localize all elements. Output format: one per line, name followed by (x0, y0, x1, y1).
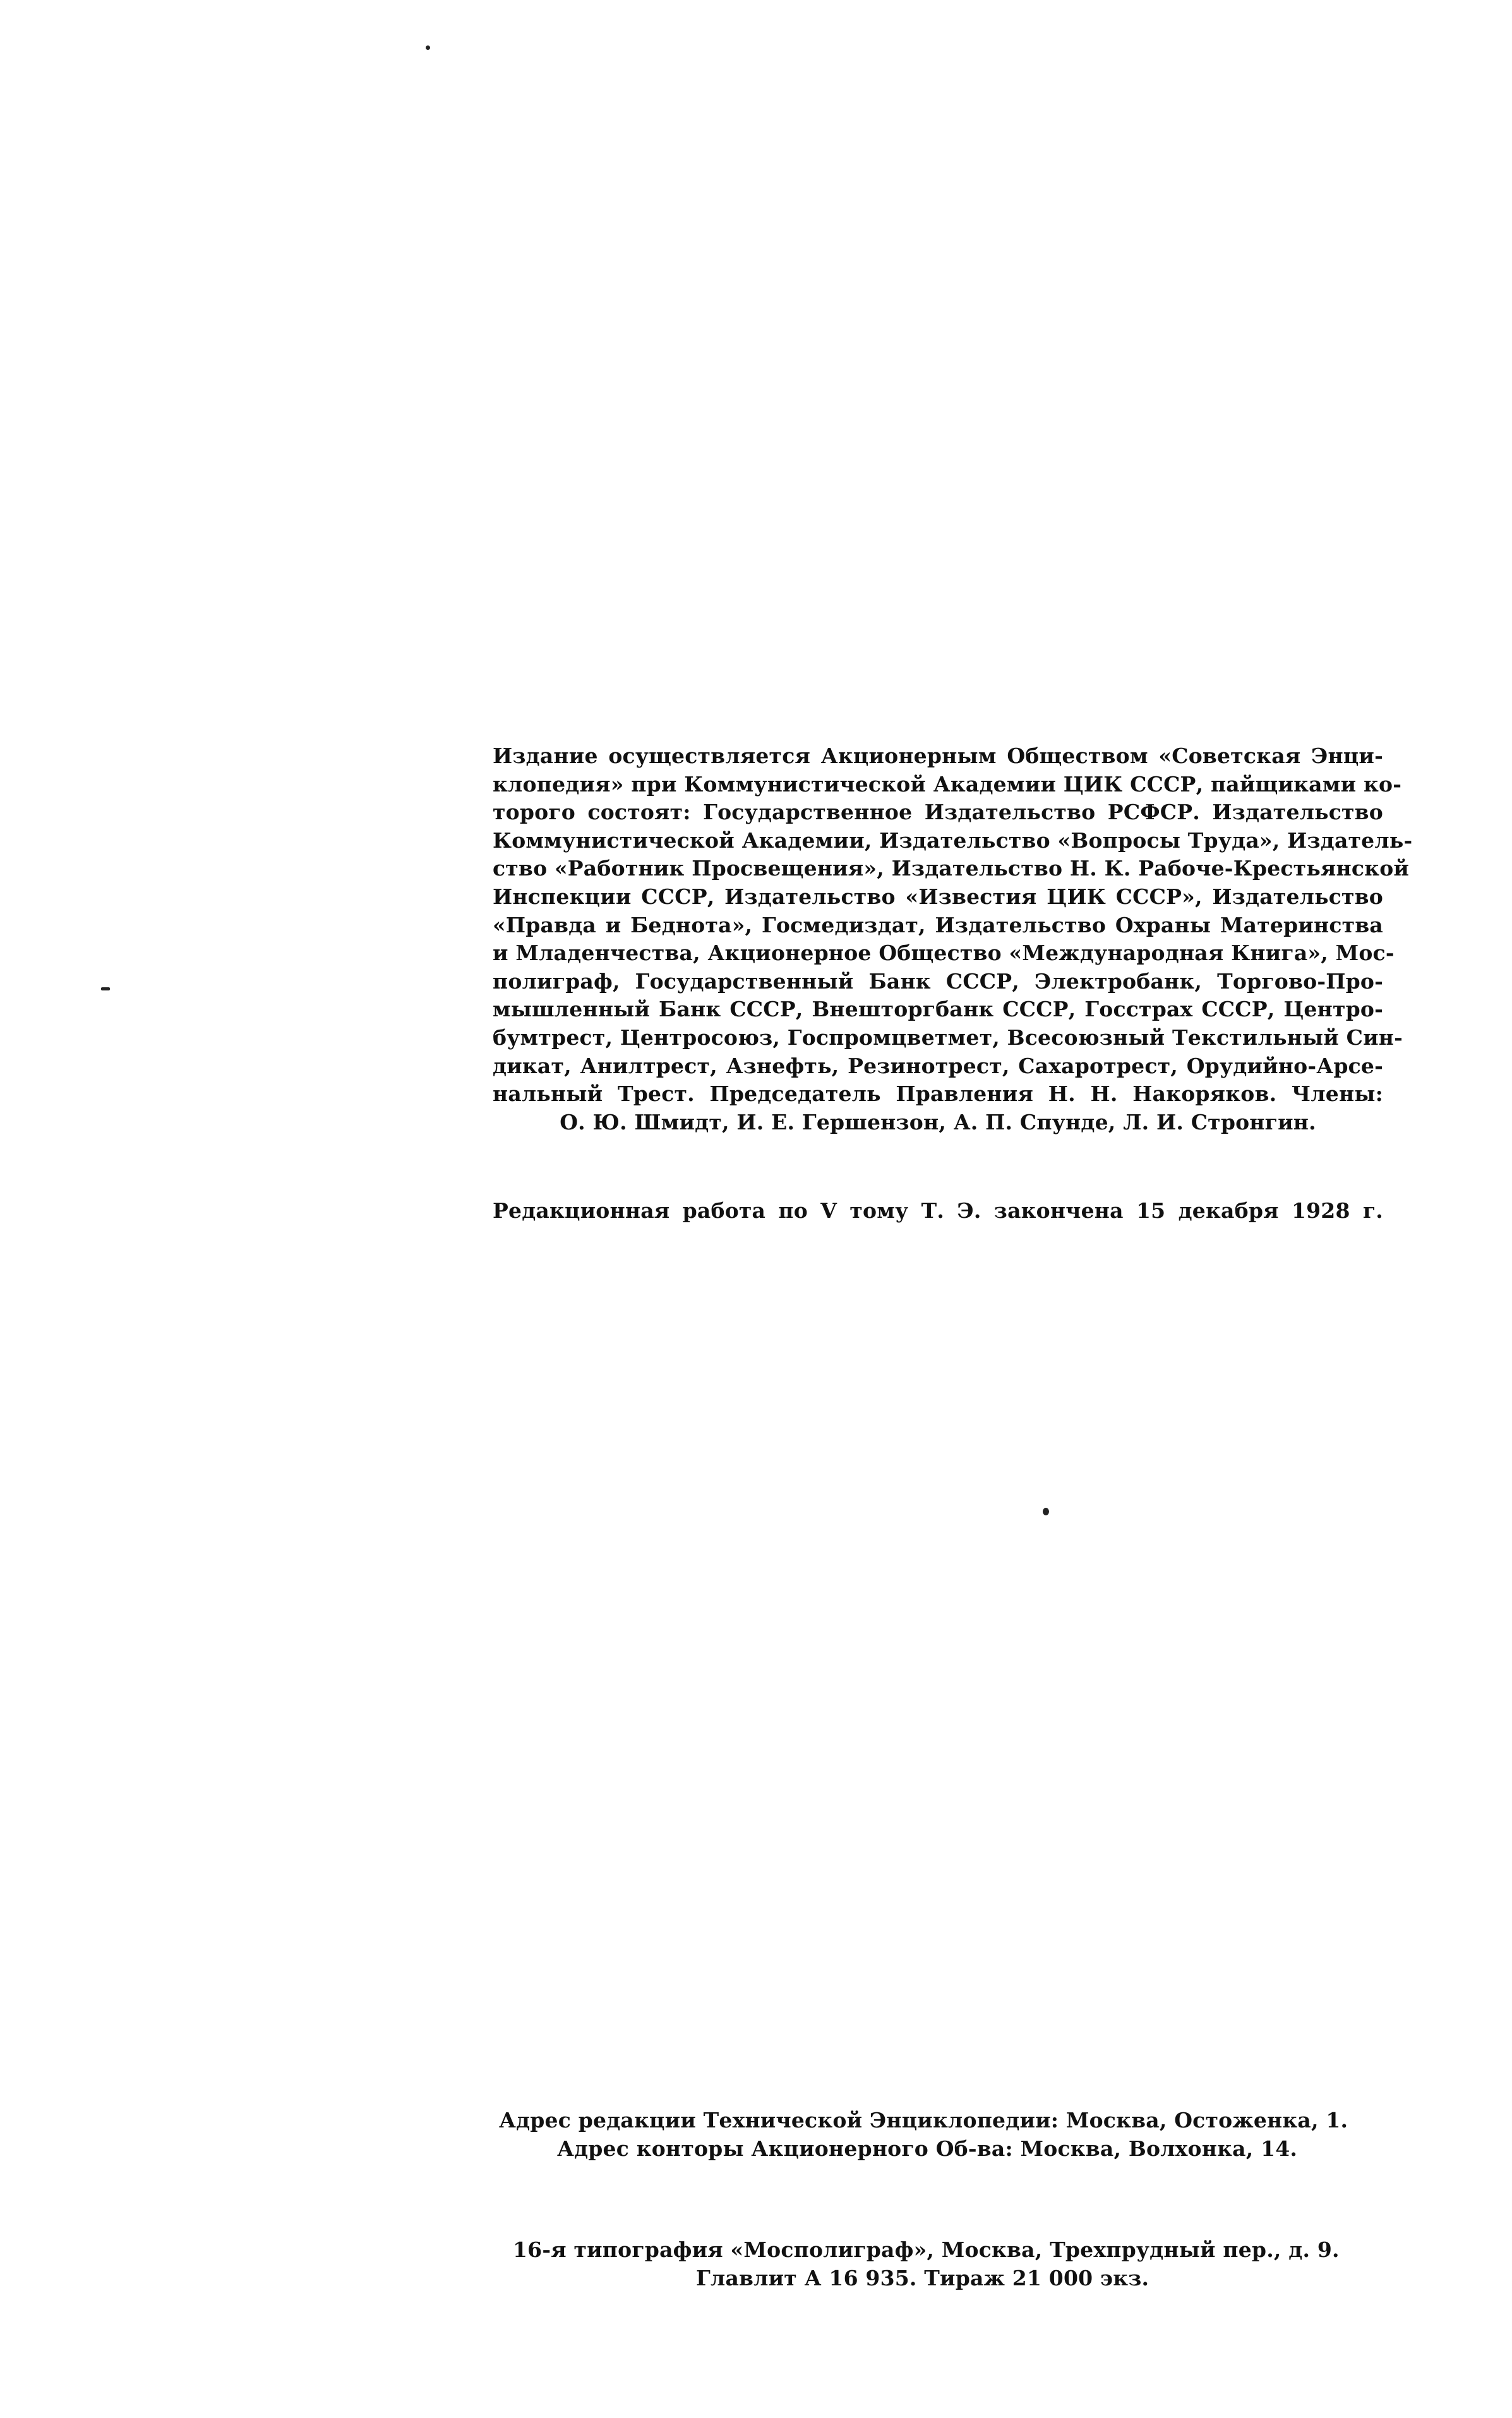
editorial-note-text: Редакционная работа по V тому Т. Э. закончена 15 декабря 1928 г. (493, 1198, 1383, 1223)
editorial-note (493, 1197, 1383, 1225)
imprint-line: мышленный Банк СССР, Внешторгбанк СССР, Госстрах СССР, Центро- (493, 997, 1383, 1022)
imprint-line: бумтрест, Центросоюз, Госпромцветмет, Всесоюзный Текстильный Син- (493, 1025, 1403, 1050)
imprint-line: дикат, Анилтрест, Азнефть, Резинотрест, Сахаротрест, Орудийно-Арсе- (493, 1053, 1383, 1078)
print-run-line: Главлит А 16 935. Тираж 21 000 экз. (696, 2265, 1149, 2290)
imprint-line: полиграф, Государственный Банк СССР, Электробанк, Торгово-Про- (493, 968, 1383, 994)
imprint-line: и Младенчества, Акционерное Общество «Международная Книга», Мос- (493, 941, 1395, 966)
printing-info (513, 2236, 1347, 2292)
imprint-line: ство «Работник Просвещения», Издательство Н. К. Рабоче-Крестьянской (493, 856, 1410, 881)
addresses-block (499, 2107, 1348, 2163)
printer-line: 16-я типография «Мосполиграф», Москва, Трехпрудный пер., д. 9. (513, 2237, 1340, 2262)
imprint-paragraph (493, 742, 1413, 1136)
imprint-line: клопедия» при Коммунистической Академии ЦИК СССР, пайщиками ко- (493, 771, 1402, 797)
imprint-line: Издание осуществляется Акционерным Обществом «Советская Энци- (493, 743, 1383, 768)
editorial-office-address: Адрес редакции Технической Энциклопедии: Москва, Остоженка, 1. (499, 2108, 1348, 2132)
imprint-line: О. Ю. Шмидт, И. Е. Гершензон, А. П. Спунде, Л. И. Стронгин. (560, 1109, 1316, 1134)
imprint-line: нальный Трест. Председатель Правления Н. Н. Накоряков. Члены: (493, 1081, 1383, 1107)
scan-speck (1043, 1508, 1049, 1515)
imprint-line: торого состоят: Государственное Издательство РСФСР. Издательство (493, 800, 1383, 825)
imprint-line: Коммунистической Академии, Издательство «Вопросы Труда», Издатель- (493, 827, 1413, 853)
company-office-address: Адрес конторы Акционерного Об-ва: Москва, Волхонка, 14. (557, 2136, 1298, 2161)
scan-speck (426, 45, 430, 50)
scan-speck (101, 987, 110, 990)
imprint-line: Инспекции СССР, Издательство «Известия ЦИК СССР», Издательство (493, 884, 1383, 909)
imprint-line: «Правда и Беднота», Госмедиздат, Издательство Охраны Материнства (493, 912, 1383, 937)
